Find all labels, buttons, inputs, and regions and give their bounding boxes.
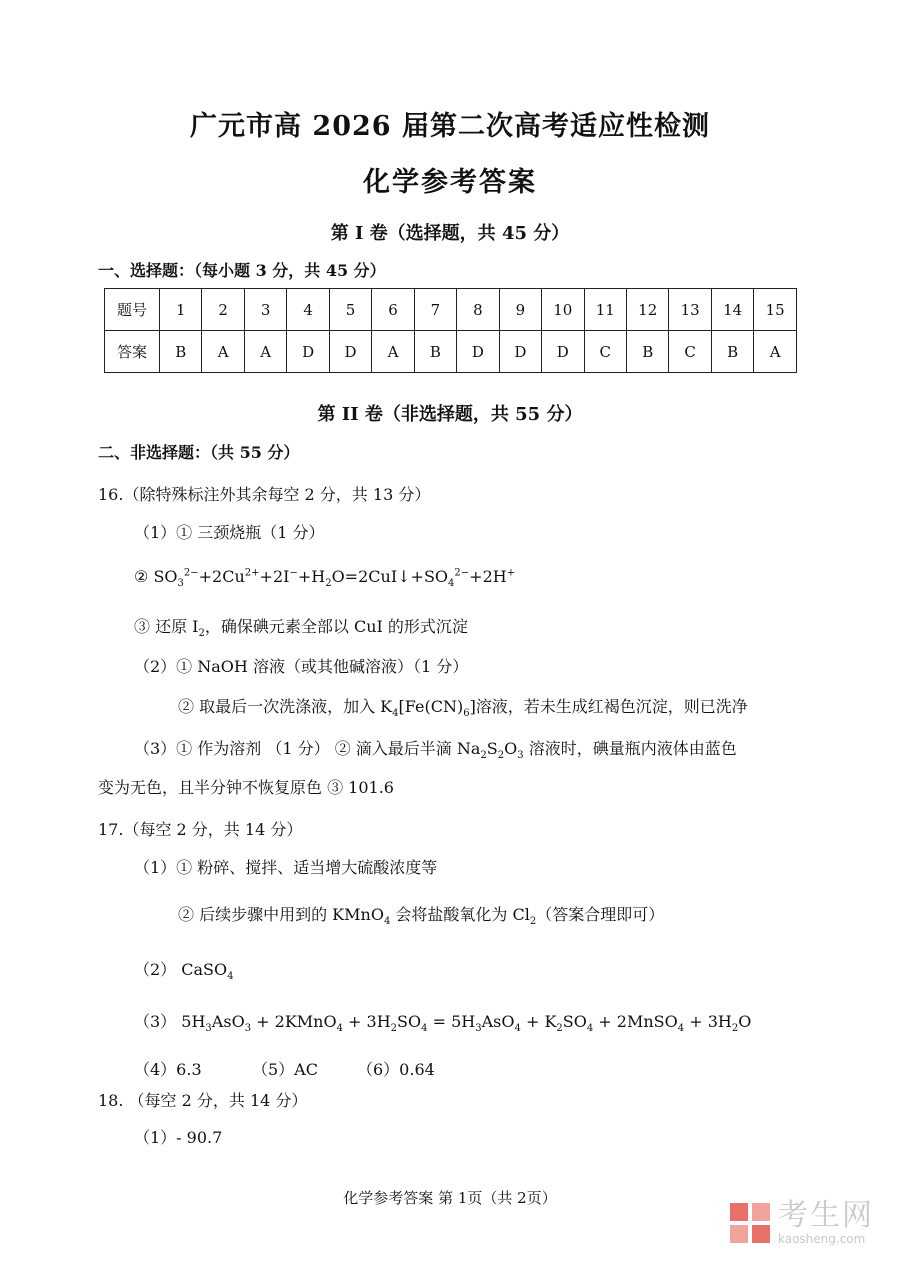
table-cell: 11 xyxy=(584,289,626,331)
q17-line5c: （6）0.64 xyxy=(357,1060,435,1079)
q16-line3-b: ，确保碘元素全部以 CuI 的形式沉淀 xyxy=(204,617,468,636)
table-cell: B xyxy=(414,331,456,373)
q17-line4-prefix: （3） xyxy=(134,1012,182,1031)
table-cell: 15 xyxy=(754,289,797,331)
table-row-answers xyxy=(105,331,797,373)
page-footer: 化学参考答案 第 1页（共 2页） xyxy=(343,1189,557,1207)
q18-header: 18. （每空 2 分，共 14 分） xyxy=(98,1091,308,1110)
q16-line6-a: （3）① 作为溶剂 （1 分） ② 滴入最后半滴 Na xyxy=(134,739,481,758)
table-cell: D xyxy=(499,331,541,373)
table-cell: 12 xyxy=(626,289,668,331)
table-cell: B xyxy=(711,331,753,373)
table-cell: B xyxy=(160,331,202,373)
q16-line6-sub2: 2 xyxy=(497,750,505,762)
q17-header: 17.（每空 2 分，共 14 分） xyxy=(98,820,303,839)
q16-line5-sub2: 6 xyxy=(463,708,470,720)
row-label: 题号 xyxy=(105,289,160,331)
watermark-logo xyxy=(728,1197,874,1249)
q17-line5b: （5）AC xyxy=(252,1060,318,1079)
q17-line3 xyxy=(134,957,234,982)
q17-line4 xyxy=(134,1009,751,1034)
table-cell: 6 xyxy=(372,289,414,331)
q16-line6-b: S xyxy=(486,739,498,758)
q16-line4: （2）① NaOH 溶液（或其他碱溶液）（1 分） xyxy=(134,657,469,676)
q16-line2 xyxy=(134,567,515,589)
q17-line1: （1）① 粉碎、搅拌、适当增大硫酸浓度等 xyxy=(134,858,438,877)
q16-line5-sub1: 4 xyxy=(392,708,399,720)
part1-heading: 第 I 卷（选择题，共 45 分） xyxy=(330,223,570,244)
page-subtitle: 化学参考答案 xyxy=(363,167,537,198)
table-cell: A xyxy=(754,331,797,373)
q16-line3-sub: 2 xyxy=(198,628,205,640)
table-cell: 13 xyxy=(669,289,711,331)
q17-line2-sub2: 2 xyxy=(529,916,537,928)
watermark-text: 考生网 xyxy=(778,1198,874,1233)
table-cell: D xyxy=(329,331,371,373)
table-cell: D xyxy=(457,331,499,373)
table-cell: A xyxy=(244,331,286,373)
q16-line5 xyxy=(178,694,748,719)
table-cell: A xyxy=(202,331,244,373)
table-cell: 14 xyxy=(711,289,753,331)
section2-title: 二、非选择题：（共 55 分） xyxy=(98,443,300,462)
part2-heading: 第 II 卷（非选择题，共 55 分） xyxy=(317,404,583,425)
table-cell: D xyxy=(542,331,584,373)
q16-line5-c: ]溶液，若未生成红褐色沉淀，则已洗净 xyxy=(469,697,748,716)
q16-line6-c: O xyxy=(504,739,518,758)
table-cell: 5 xyxy=(329,289,371,331)
q16-line2-prefix: ② xyxy=(134,567,154,586)
table-cell: A xyxy=(372,331,414,373)
row-label: 答案 xyxy=(105,331,160,373)
section1-title: 一、选择题：（每小题 3 分，共 45 分） xyxy=(98,261,386,280)
table-cell: 2 xyxy=(202,289,244,331)
table-cell: 4 xyxy=(287,289,329,331)
q16-line3-a: ③ 还原 I xyxy=(134,617,199,636)
q17-line3-a: （2） CaSO xyxy=(134,960,228,979)
table-cell: B xyxy=(626,331,668,373)
table-cell: 1 xyxy=(160,289,202,331)
kaosheng-logo-icon xyxy=(728,1201,772,1245)
q17-line3-sub: 4 xyxy=(227,971,234,983)
q16-line6 xyxy=(134,736,737,761)
q17-line2-b: 会将盐酸氧化为 Cl xyxy=(390,905,530,924)
table-cell: 7 xyxy=(414,289,456,331)
q16-line1: （1）① 三颈烧瓶（1 分） xyxy=(134,523,325,542)
q17-line2-sub1: 4 xyxy=(383,916,391,928)
table-cell: 10 xyxy=(542,289,584,331)
page-title: 广元市高 2026 届第二次高考适应性检测 xyxy=(190,111,710,142)
q16-header: 16.（除特殊标注外其余每空 2 分，共 13 分） xyxy=(98,485,431,504)
q17-line2 xyxy=(178,902,664,927)
q16-line6-d: 溶液时，碘量瓶内液体由蓝色 xyxy=(523,739,737,758)
q16-line7: 变为无色，且半分钟不恢复原色 ③ 101.6 xyxy=(98,778,394,797)
table-cell: 8 xyxy=(457,289,499,331)
q17-equation: $5H_3AsO_3$ + 2KMnO$_4$ + $3H_2SO_4 = 5H_3AsO_4 + K_2SO_4$ + 2MnSO$_4$ + $3H_2O$ xyxy=(181,1012,752,1035)
table-cell: 9 xyxy=(499,289,541,331)
q16-line5-b: [Fe(CN) xyxy=(398,697,464,716)
answer-table xyxy=(104,288,797,373)
q17-line2-c: （答案合理即可） xyxy=(536,905,665,924)
watermark-url: kaosheng.com xyxy=(778,1232,866,1246)
q16-equation: $SO_3^{2-}+2Cu^{2+}+2I^-+H_2O=2CuI↓+SO_4^{2-}+2H^+$ xyxy=(153,567,516,590)
table-cell: 3 xyxy=(244,289,286,331)
q16-line6-sub1: 2 xyxy=(480,750,487,762)
q17-line2-a: ② 后续步骤中用到的 KMnO xyxy=(178,905,384,924)
q18-line1: （1）- 90.7 xyxy=(134,1128,223,1147)
table-cell: C xyxy=(584,331,626,373)
q16-line5-a: ② 取最后一次洗涤液，加入 K xyxy=(178,697,393,716)
q17-line5a: （4）6.3 xyxy=(134,1060,202,1079)
table-cell: C xyxy=(669,331,711,373)
table-row-numbers xyxy=(105,289,797,331)
q16-line6-sub3: 3 xyxy=(517,750,524,762)
table-cell: D xyxy=(287,331,329,373)
q16-line3 xyxy=(134,614,468,639)
